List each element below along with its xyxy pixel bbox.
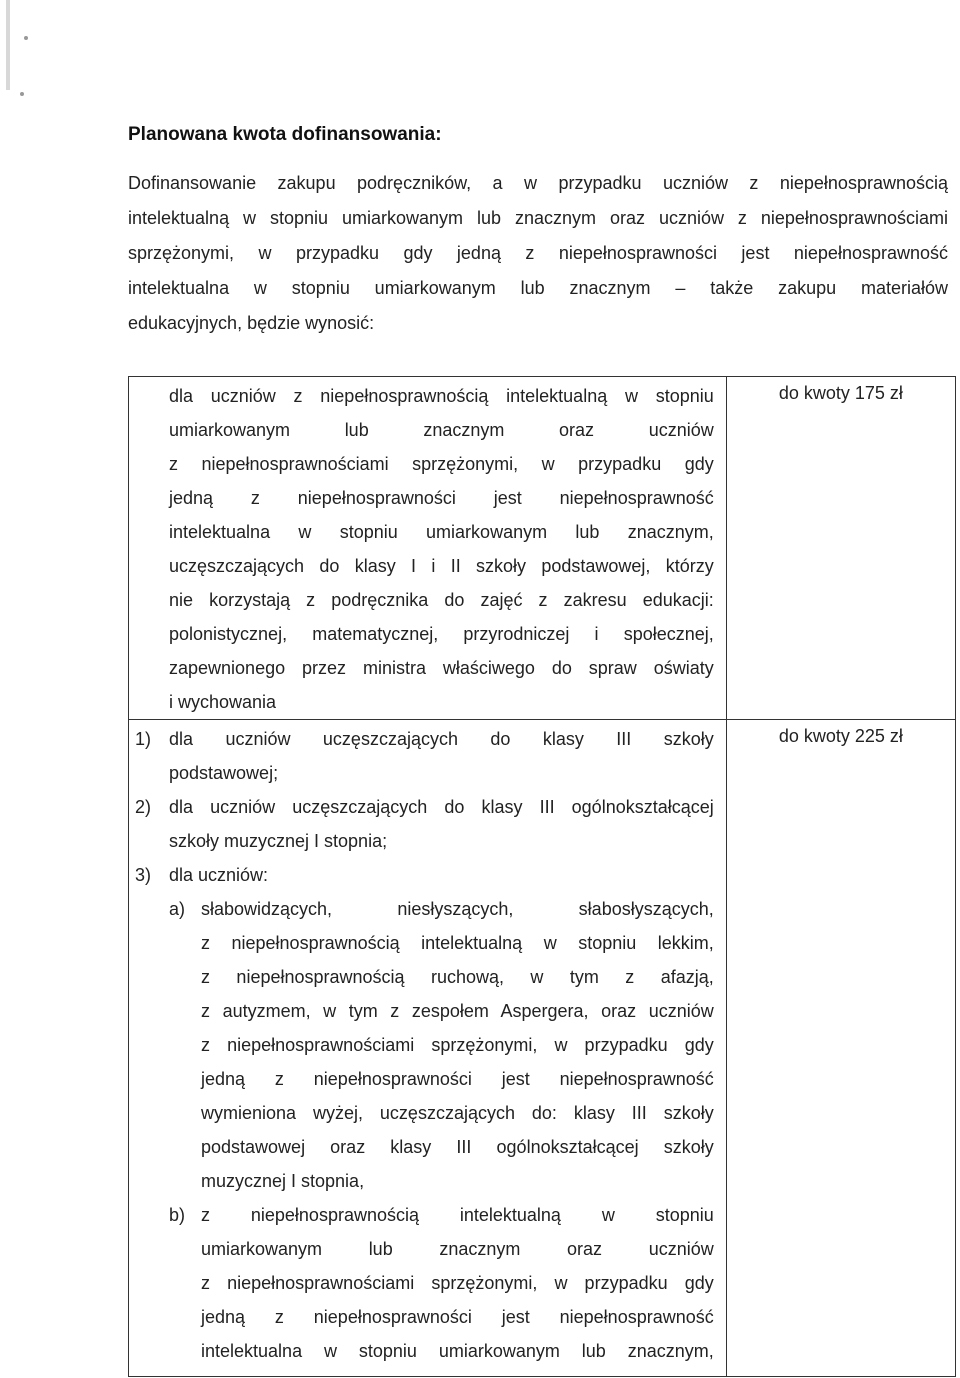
item-number: 2) bbox=[135, 797, 152, 817]
cell-line: intelektualna w stopniu umiarkowanym lub znacznym, bbox=[201, 1341, 714, 1361]
cell-line: podstawowej; bbox=[169, 763, 279, 783]
list-item bbox=[135, 790, 714, 858]
sub-item-letter: a) bbox=[169, 899, 186, 919]
table-row bbox=[129, 377, 956, 720]
list-item bbox=[135, 858, 714, 1368]
cell-line: umiarkowanym lub znacznym oraz uczniów bbox=[169, 420, 714, 440]
cell-line: z niepełnosprawnością intelektualną w stopniu lekkim, bbox=[201, 933, 714, 953]
cell-line: wymieniona wyżej, uczęszczających do: klasy III szkoły bbox=[201, 1103, 714, 1123]
intro-line: intelektualną w stopniu umiarkowanym lub znacznym oraz uczniów z niepełnosprawnościami bbox=[128, 208, 948, 228]
cell-line: podstawowej oraz klasy III ogólnokształcącej szkoły bbox=[201, 1137, 714, 1157]
sub-item bbox=[169, 892, 714, 1198]
intro-line: Dofinansowanie zakupu podręczników, a w przypadku uczniów z niepełnosprawnością bbox=[128, 173, 948, 193]
scan-edge-mark bbox=[6, 0, 10, 90]
amount-cell: do kwoty 175 zł bbox=[726, 377, 955, 720]
cell-line: polonistycznej, matematycznej, przyrodniczej i społecznej, bbox=[169, 624, 714, 644]
cell-line: jedną z niepełnosprawności jest niepełnosprawność bbox=[169, 488, 714, 508]
cell-line: i wychowania bbox=[169, 692, 277, 712]
cell-line: z niepełnosprawnością intelektualną w stopniu bbox=[201, 1205, 714, 1225]
table-row bbox=[129, 720, 956, 1377]
cell-line: uczęszczających do klasy I i II szkoły podstawowej, którzy bbox=[169, 556, 714, 576]
cell-line: dla uczniów uczęszczających do klasy III szkoły bbox=[169, 729, 714, 749]
cell-line: nie korzystają z podręcznika do zajęć z zakresu edukacji: bbox=[169, 590, 714, 610]
cell-line: muzycznej I stopnia, bbox=[201, 1171, 365, 1191]
item-number: 1) bbox=[135, 729, 152, 749]
cell-line: zapewnionego przez ministra właściwego do spraw oświaty bbox=[169, 658, 714, 678]
list-item bbox=[135, 722, 714, 790]
cell-line: umiarkowanym lub znacznym oraz uczniów bbox=[201, 1239, 714, 1259]
cell-line: szkoły muzycznej I stopnia; bbox=[169, 831, 388, 851]
cell-line: jedną z niepełnosprawności jest niepełnosprawność bbox=[201, 1069, 714, 1089]
sub-item bbox=[169, 1198, 714, 1368]
cell-line: dla uczniów: bbox=[169, 865, 269, 885]
cell-line: dla uczniów z niepełnosprawnością intelektualną w stopniu bbox=[169, 386, 714, 406]
cell-line: jedną z niepełnosprawności jest niepełnosprawność bbox=[201, 1307, 714, 1327]
intro-line: intelektualna w stopniu umiarkowanym lub znacznym – także zakupu materiałów bbox=[128, 278, 948, 298]
intro-paragraph bbox=[128, 166, 948, 341]
cell-line: z niepełnosprawnościami sprzężonymi, w przypadku gdy bbox=[201, 1035, 714, 1055]
scan-dust bbox=[24, 36, 28, 40]
scan-dust bbox=[20, 92, 24, 96]
intro-line: edukacyjnych, będzie wynosić: bbox=[128, 313, 375, 333]
section-heading: Planowana kwota dofinansowania: bbox=[128, 124, 442, 145]
intro-line: sprzężonymi, w przypadku gdy jedną z niepełnosprawności jest niepełnosprawność bbox=[128, 243, 948, 263]
cell-line: z niepełnosprawnością ruchową, w tym z afazją, bbox=[201, 967, 714, 987]
cell-line: z autyzmem, w tym z zespołem Aspergera, oraz uczniów bbox=[201, 1001, 714, 1021]
amount-cell: do kwoty 225 zł bbox=[726, 720, 955, 1377]
cell-line: dla uczniów uczęszczających do klasy III ogólnokształcącej bbox=[169, 797, 714, 817]
item-number: 3) bbox=[135, 865, 152, 885]
eligibility-cell bbox=[129, 720, 727, 1377]
cell-line: z niepełnosprawnościami sprzężonymi, w przypadku gdy bbox=[201, 1273, 714, 1293]
cell-line: z niepełnosprawnościami sprzężonymi, w przypadku gdy bbox=[169, 454, 714, 474]
cell-line: intelektualna w stopniu umiarkowanym lub znacznym, bbox=[169, 522, 714, 542]
eligibility-cell bbox=[129, 377, 727, 720]
sub-item-letter: b) bbox=[169, 1205, 186, 1225]
cell-line: słabowidzących, niesłyszących, słabosłyszących, bbox=[201, 899, 714, 919]
funding-table bbox=[128, 376, 956, 1377]
